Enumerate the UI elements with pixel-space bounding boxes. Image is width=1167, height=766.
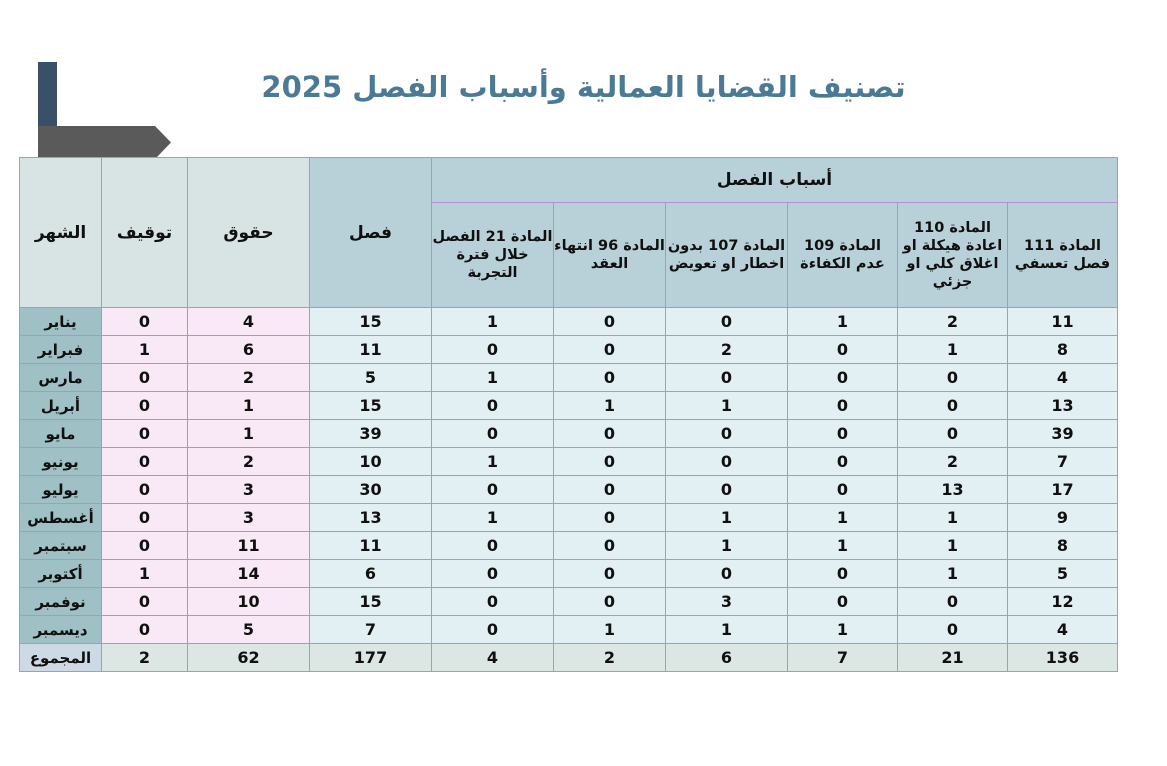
- cell-article-111: 11: [1008, 308, 1118, 336]
- cell-article-109: 1: [788, 308, 898, 336]
- cell-huquq: 2: [188, 364, 310, 392]
- cell-article-107: 2: [666, 336, 788, 364]
- cell-article-110: 0: [898, 364, 1008, 392]
- cell-article-109: 0: [788, 364, 898, 392]
- cell-huquq: 4: [188, 308, 310, 336]
- cell-article-21: 0: [432, 588, 554, 616]
- cell-huquq: 62: [188, 644, 310, 672]
- column-header-tawqif: توقيف: [102, 158, 188, 308]
- group-header-dismissal-reasons: أسباب الفصل: [432, 158, 1118, 203]
- cell-tawqif: 0: [102, 392, 188, 420]
- page-title: تصنيف القضايا العمالية وأسباب الفصل 2025: [261, 70, 906, 104]
- cell-article-107: 0: [666, 364, 788, 392]
- cell-article-110: 0: [898, 616, 1008, 644]
- cell-total-label: المجموع: [20, 644, 102, 672]
- decorative-arrow-banner: [38, 126, 171, 159]
- cell-article-110: 1: [898, 560, 1008, 588]
- cell-huquq: 1: [188, 392, 310, 420]
- cell-article-21: 0: [432, 420, 554, 448]
- cell-huquq: 10: [188, 588, 310, 616]
- cell-article-110: 2: [898, 448, 1008, 476]
- table-row: [20, 392, 1118, 420]
- table-row: [20, 588, 1118, 616]
- cell-fasl: 15: [310, 588, 432, 616]
- cell-month: يناير: [20, 308, 102, 336]
- cell-article-109: 0: [788, 588, 898, 616]
- table-row: [20, 448, 1118, 476]
- cell-article-109: 0: [788, 476, 898, 504]
- cell-tawqif: 0: [102, 476, 188, 504]
- column-header-article-111: المادة 111 فصل تعسفي: [1008, 203, 1118, 308]
- table-row: [20, 364, 1118, 392]
- cell-article-111: 13: [1008, 392, 1118, 420]
- cell-article-110: 1: [898, 532, 1008, 560]
- column-header-article-110: المادة 110 اعادة هيكلة او اغلاق كلي او جزئي: [898, 203, 1008, 308]
- cell-fasl: 39: [310, 420, 432, 448]
- cell-fasl: 177: [310, 644, 432, 672]
- cell-article-111: 4: [1008, 364, 1118, 392]
- cell-fasl: 11: [310, 336, 432, 364]
- cell-article-107: 0: [666, 448, 788, 476]
- cell-article-21: 0: [432, 476, 554, 504]
- cell-huquq: 11: [188, 532, 310, 560]
- table-body: [20, 308, 1118, 672]
- cell-article-110: 0: [898, 392, 1008, 420]
- cell-article-107: 1: [666, 504, 788, 532]
- column-header-article-109: المادة 109 عدم الكفاءة: [788, 203, 898, 308]
- table-row: [20, 616, 1118, 644]
- cell-month: مايو: [20, 420, 102, 448]
- cell-article-107: 3: [666, 588, 788, 616]
- cell-tawqif: 0: [102, 308, 188, 336]
- column-header-article-96: المادة 96 انتهاء العقد: [554, 203, 666, 308]
- cell-article-109: 1: [788, 616, 898, 644]
- cell-month: أكتوبر: [20, 560, 102, 588]
- cell-article-109: 0: [788, 392, 898, 420]
- cell-huquq: 2: [188, 448, 310, 476]
- cell-tawqif: 1: [102, 560, 188, 588]
- cell-article-21: 1: [432, 308, 554, 336]
- cell-article-107: 0: [666, 420, 788, 448]
- cell-tawqif: 0: [102, 420, 188, 448]
- cell-article-21: 4: [432, 644, 554, 672]
- cell-article-109: 0: [788, 420, 898, 448]
- cell-article-111: 17: [1008, 476, 1118, 504]
- cell-article-107: 0: [666, 560, 788, 588]
- cell-article-96: 2: [554, 644, 666, 672]
- cell-article-21: 1: [432, 448, 554, 476]
- cell-article-109: 0: [788, 560, 898, 588]
- cell-article-96: 0: [554, 504, 666, 532]
- cell-tawqif: 0: [102, 364, 188, 392]
- cell-article-21: 0: [432, 560, 554, 588]
- cell-tawqif: 0: [102, 448, 188, 476]
- column-header-fasl: فصل: [310, 158, 432, 308]
- cell-article-21: 0: [432, 336, 554, 364]
- data-table-container: [27, 157, 1118, 672]
- cell-article-21: 1: [432, 504, 554, 532]
- cell-article-111: 4: [1008, 616, 1118, 644]
- cell-article-109: 0: [788, 336, 898, 364]
- cell-article-109: 1: [788, 504, 898, 532]
- cell-fasl: 15: [310, 392, 432, 420]
- cell-month: مارس: [20, 364, 102, 392]
- cell-article-111: 39: [1008, 420, 1118, 448]
- cell-month: يونيو: [20, 448, 102, 476]
- cell-month: أغسطس: [20, 504, 102, 532]
- cell-article-111: 5: [1008, 560, 1118, 588]
- cell-article-110: 1: [898, 336, 1008, 364]
- cell-article-21: 0: [432, 532, 554, 560]
- cell-article-111: 9: [1008, 504, 1118, 532]
- cell-fasl: 11: [310, 532, 432, 560]
- cell-article-111: 136: [1008, 644, 1118, 672]
- table-row: [20, 336, 1118, 364]
- cell-article-96: 0: [554, 588, 666, 616]
- cell-fasl: 7: [310, 616, 432, 644]
- cell-tawqif: 2: [102, 644, 188, 672]
- table-total-row: [20, 644, 1118, 672]
- cell-fasl: 30: [310, 476, 432, 504]
- table-group-header-row: [20, 158, 1118, 203]
- cell-tawqif: 0: [102, 616, 188, 644]
- cell-article-107: 6: [666, 644, 788, 672]
- cell-article-96: 1: [554, 392, 666, 420]
- table-row: [20, 476, 1118, 504]
- cell-article-96: 0: [554, 532, 666, 560]
- cell-huquq: 1: [188, 420, 310, 448]
- cell-tawqif: 0: [102, 532, 188, 560]
- cell-tawqif: 1: [102, 336, 188, 364]
- cell-article-111: 8: [1008, 336, 1118, 364]
- cell-article-21: 0: [432, 616, 554, 644]
- cell-article-110: 21: [898, 644, 1008, 672]
- cell-article-109: 1: [788, 532, 898, 560]
- cell-huquq: 14: [188, 560, 310, 588]
- table-row: [20, 532, 1118, 560]
- cell-article-107: 1: [666, 616, 788, 644]
- cell-article-96: 1: [554, 616, 666, 644]
- cell-month: يوليو: [20, 476, 102, 504]
- cell-article-96: 0: [554, 420, 666, 448]
- cell-article-109: 7: [788, 644, 898, 672]
- cell-article-96: 0: [554, 476, 666, 504]
- cell-article-96: 0: [554, 364, 666, 392]
- cell-article-110: 2: [898, 308, 1008, 336]
- cell-article-21: 1: [432, 364, 554, 392]
- cell-huquq: 6: [188, 336, 310, 364]
- table-row: [20, 308, 1118, 336]
- cell-tawqif: 0: [102, 504, 188, 532]
- cell-huquq: 3: [188, 476, 310, 504]
- table-row: [20, 504, 1118, 532]
- cell-month: سبتمبر: [20, 532, 102, 560]
- cell-article-96: 0: [554, 336, 666, 364]
- cell-article-107: 1: [666, 532, 788, 560]
- cell-fasl: 5: [310, 364, 432, 392]
- cell-article-109: 0: [788, 448, 898, 476]
- column-header-article-21: المادة 21 الفصل خلال فترة التجربة: [432, 203, 554, 308]
- column-header-huquq: حقوق: [188, 158, 310, 308]
- table-header: [20, 158, 1118, 308]
- cell-article-96: 0: [554, 560, 666, 588]
- column-header-article-107: المادة 107 بدون اخطار او تعويض: [666, 203, 788, 308]
- cell-fasl: 13: [310, 504, 432, 532]
- cell-article-110: 0: [898, 588, 1008, 616]
- cell-fasl: 10: [310, 448, 432, 476]
- cell-month: فبراير: [20, 336, 102, 364]
- cell-article-21: 0: [432, 392, 554, 420]
- cell-article-107: 0: [666, 308, 788, 336]
- cell-article-96: 0: [554, 448, 666, 476]
- cell-article-110: 13: [898, 476, 1008, 504]
- cell-month: نوفمبر: [20, 588, 102, 616]
- cell-month: ديسمبر: [20, 616, 102, 644]
- cell-article-107: 0: [666, 476, 788, 504]
- cell-article-107: 1: [666, 392, 788, 420]
- table-row: [20, 560, 1118, 588]
- cell-article-110: 1: [898, 504, 1008, 532]
- column-header-month: الشهر: [20, 158, 102, 308]
- cell-month: أبريل: [20, 392, 102, 420]
- cell-fasl: 6: [310, 560, 432, 588]
- cell-article-96: 0: [554, 308, 666, 336]
- cell-tawqif: 0: [102, 588, 188, 616]
- cell-huquq: 5: [188, 616, 310, 644]
- labor-cases-table: [19, 157, 1118, 672]
- cell-article-110: 0: [898, 420, 1008, 448]
- table-row: [20, 420, 1118, 448]
- cell-article-111: 12: [1008, 588, 1118, 616]
- cell-article-111: 7: [1008, 448, 1118, 476]
- cell-fasl: 15: [310, 308, 432, 336]
- cell-huquq: 3: [188, 504, 310, 532]
- cell-article-111: 8: [1008, 532, 1118, 560]
